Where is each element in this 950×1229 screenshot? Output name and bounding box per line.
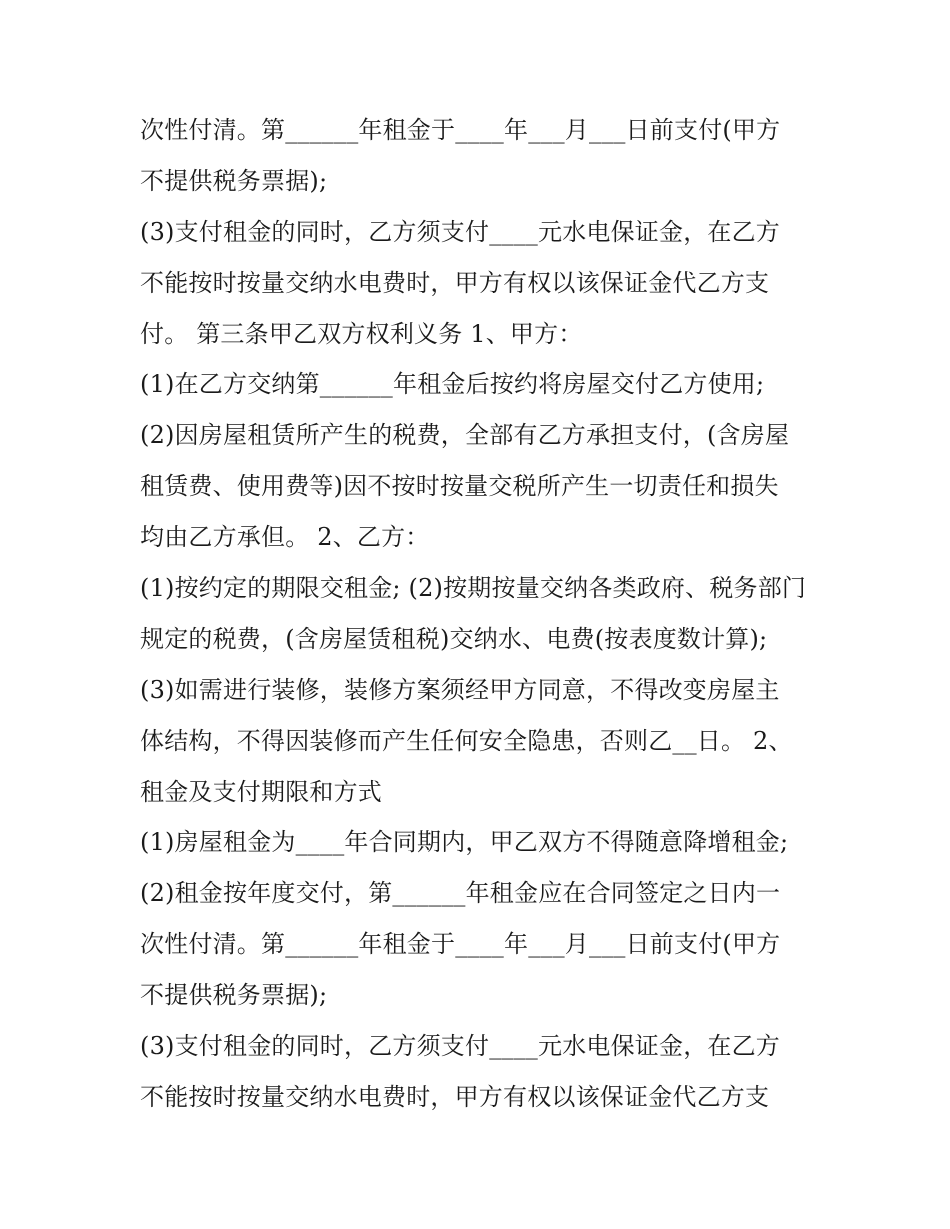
text-line: 不能按时按量交纳水电费时，甲方有权以该保证金代乙方支 [140,1082,770,1111]
text-line: (2)租金按年度交付，第______年租金应在合同签定之日内一 [140,879,781,908]
text-line: 次性付清。第______年租金于____年___月___日前支付(甲方 [140,116,781,144]
text-line: 不能按时按量交纳水电费时，甲方有权以该保证金代乙方支 [140,268,770,297]
text-line: (2)因房屋租赁所产生的税费，全部有乙方承担支付，(含房屋 [140,421,790,450]
text-line: (1)在乙方交纳第______年租金后按约将房屋交付乙方使用; [140,370,765,399]
text-line: 均由乙方承但。 2、乙方： [140,523,430,552]
text-line: (1)房屋租金为____年合同期内，甲乙双方不得随意降增租金; [140,828,789,857]
text-line: 次性付清。第______年租金于____年___月___日前支付(甲方 [140,930,781,959]
text-line: 付。 第三条甲乙双方权利义务 1、甲方： [140,319,583,348]
text-line: 规定的税费，(含房屋赁租税)交纳水、电费(按表度数计算); [140,624,768,653]
text-line: 不提供税务票据); [140,981,328,1010]
text-line: (1)按约定的期限交租金; (2)按期按量交纳各类政府、税务部门 [140,574,807,603]
text-line: (3)支付租金的同时，乙方须支付____元水电保证金，在乙方 [140,1032,780,1061]
text-line: 租金及支付期限和方式 [140,777,382,806]
text-line: 租赁费、使用费等)因不按时按量交税所产生一切责任和损失 [140,472,779,501]
text-line: (3)如需进行装修，装修方案须经甲方同意，不得改变房屋主 [140,675,780,704]
text-line: 体结构，不得因装修而产生任何安全隐患，否则乙__日。 2、 [140,726,793,755]
text-line: 不提供税务票据); [140,166,328,195]
text-line: (3)支付租金的同时，乙方须支付____元水电保证金，在乙方 [140,217,780,246]
contract-text-block [140,105,820,1123]
